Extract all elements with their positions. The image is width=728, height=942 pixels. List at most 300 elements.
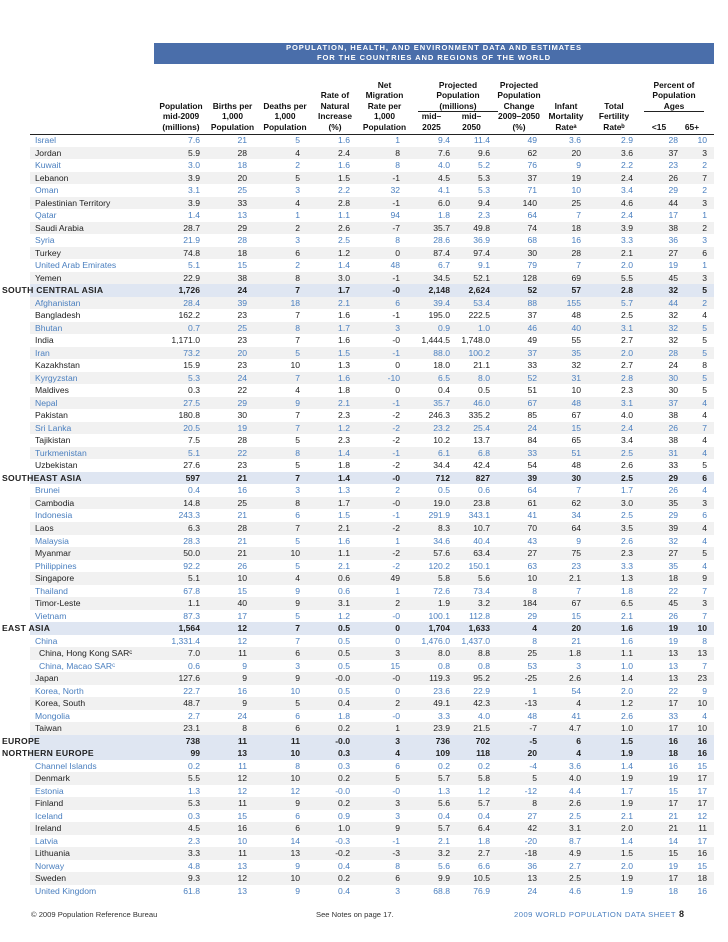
- cell-projected-change: -13: [524, 698, 537, 709]
- cell-natural-increase: 1.6: [338, 535, 350, 546]
- table-row: [30, 384, 714, 397]
- cell-natural-increase: 1.5: [338, 510, 350, 521]
- cell-over-65: 7: [702, 585, 707, 596]
- cell-natural-increase: 2.2: [338, 185, 350, 196]
- cell-infant-mortality: 30: [571, 472, 581, 483]
- cell-net-migration: 9: [395, 823, 400, 834]
- table-row: [30, 459, 714, 472]
- cell-deaths: 14: [290, 835, 300, 846]
- cell-total-fertility: 1.6: [621, 623, 633, 634]
- cell-under-15: 21: [668, 823, 678, 834]
- cell-under-15: 18: [668, 885, 678, 896]
- country-name: Turkey: [35, 247, 61, 258]
- cell-projected-change: 37: [527, 172, 537, 183]
- country-name: Tajikistan: [35, 435, 71, 446]
- cell-proj-2050: 0.5: [478, 385, 490, 396]
- cell-total-fertility: 3.4: [621, 185, 633, 196]
- country-name: Sri Lanka: [35, 422, 72, 433]
- cell-net-migration: 3: [395, 735, 400, 746]
- cell-deaths: 7: [295, 623, 300, 634]
- cell-total-fertility: 2.5: [621, 447, 633, 458]
- cell-births: 40: [237, 598, 247, 609]
- cell-net-migration: -2: [392, 435, 400, 446]
- cell-population: 3.0: [188, 160, 200, 171]
- cell-projected-change: 24: [527, 885, 537, 896]
- header-infant-mortality: Infant Mortality Rateᵃ: [548, 100, 584, 132]
- cell-births: 13: [237, 860, 247, 871]
- cell-proj-2025: 1.8: [438, 210, 450, 221]
- cell-infant-mortality: 155: [566, 297, 581, 308]
- cell-over-65: 3: [702, 197, 707, 208]
- cell-projected-change: 43: [527, 535, 537, 546]
- cell-natural-increase: 0.5: [338, 648, 350, 659]
- cell-population: 1,171.0: [171, 335, 200, 346]
- cell-natural-increase: 1.7: [338, 322, 350, 333]
- cell-proj-2050: 22.9: [473, 685, 490, 696]
- cell-proj-2050: 5.7: [478, 798, 490, 809]
- cell-proj-2025: 6.5: [438, 372, 450, 383]
- cell-over-65: 23: [697, 673, 707, 684]
- cell-proj-2025: 5.8: [438, 573, 450, 584]
- cell-proj-2025: 8.3: [438, 522, 450, 533]
- cell-population: 127.6: [178, 673, 200, 684]
- cell-net-migration: 1: [395, 535, 400, 546]
- cell-population: 73.2: [183, 347, 200, 358]
- cell-infant-mortality: 16: [571, 235, 581, 246]
- cell-over-65: 4: [702, 447, 707, 458]
- table-row: [30, 334, 714, 347]
- cell-over-65: 5: [702, 335, 707, 346]
- cell-proj-2025: 4.1: [438, 185, 450, 196]
- cell-proj-2025: 88.0: [433, 347, 450, 358]
- cell-proj-2025: 34.5: [433, 272, 450, 283]
- cell-under-15: 16: [668, 735, 678, 746]
- cell-natural-increase: 0.2: [338, 723, 350, 734]
- cell-under-15: 17: [668, 698, 678, 709]
- country-name: Norway: [35, 860, 65, 871]
- cell-births: 11: [238, 760, 247, 771]
- cell-deaths: 4: [295, 147, 300, 158]
- cell-over-65: 5: [702, 385, 707, 396]
- footer-copyright: © 2009 Population Reference Bureau: [31, 910, 158, 919]
- cell-projected-change: 62: [527, 147, 537, 158]
- cell-net-migration: 6: [395, 760, 400, 771]
- cell-births: 24: [237, 372, 247, 383]
- cell-total-fertility: 2.0: [621, 685, 633, 696]
- cell-over-65: 6: [702, 247, 707, 258]
- cell-population: 1,564: [178, 623, 200, 634]
- cell-population: 0.4: [188, 485, 200, 496]
- cell-natural-increase: 1.3: [338, 360, 350, 371]
- country-name: Latvia: [35, 835, 58, 846]
- cell-deaths: 8: [295, 447, 300, 458]
- cell-deaths: 6: [295, 810, 300, 821]
- cell-natural-increase: 0.3: [338, 760, 350, 771]
- cell-under-15: 35: [668, 497, 678, 508]
- country-name: Estonia: [35, 785, 64, 796]
- cell-proj-2025: 68.8: [433, 885, 450, 896]
- cell-infant-mortality: 48: [571, 460, 581, 471]
- cell-under-15: 19: [668, 773, 678, 784]
- cell-under-15: 33: [668, 460, 678, 471]
- table-row: [30, 710, 714, 723]
- cell-total-fertility: 3.3: [621, 235, 633, 246]
- header-projected-population: Projected Population (millions): [418, 80, 498, 113]
- cell-net-migration: -2: [392, 548, 400, 559]
- cell-population: 99: [190, 748, 200, 759]
- cell-under-15: 21: [668, 810, 678, 821]
- cell-births: 16: [237, 485, 247, 496]
- cell-births: 22: [237, 447, 247, 458]
- cell-proj-2050: 21.5: [473, 723, 490, 734]
- cell-proj-2050: 11.4: [473, 135, 490, 145]
- country-name: China: [35, 635, 58, 646]
- cell-population: 5.1: [188, 447, 200, 458]
- cell-births: 10: [237, 835, 247, 846]
- cell-net-migration: 1: [395, 723, 400, 734]
- country-name: Sweden: [35, 873, 67, 884]
- table-row: [30, 585, 714, 598]
- cell-proj-2050: 100.2: [468, 347, 490, 358]
- cell-net-migration: -0: [392, 285, 400, 296]
- cell-births: 9: [242, 673, 247, 684]
- cell-proj-2025: 100.1: [428, 610, 450, 621]
- cell-over-65: 7: [702, 422, 707, 433]
- cell-total-fertility: 6.5: [621, 598, 633, 609]
- cell-natural-increase: 1.4: [338, 447, 350, 458]
- cell-projected-change: 27: [527, 810, 537, 821]
- cell-births: 12: [237, 785, 247, 796]
- cell-births: 25: [237, 185, 247, 196]
- cell-deaths: 8: [295, 497, 300, 508]
- cell-projected-change: 24: [527, 422, 537, 433]
- cell-proj-2025: 5.7: [438, 773, 450, 784]
- cell-under-15: 45: [668, 272, 678, 283]
- cell-net-migration: 0: [395, 247, 400, 258]
- cell-under-15: 19: [668, 635, 678, 646]
- table-row: [30, 134, 714, 147]
- cell-population: 5.1: [188, 573, 200, 584]
- cell-infant-mortality: 64: [571, 522, 581, 533]
- cell-deaths: 12: [290, 785, 300, 796]
- cell-over-65: 13: [697, 648, 707, 659]
- cell-infant-mortality: 34: [571, 510, 581, 521]
- cell-population: 5.3: [188, 798, 200, 809]
- table-row: [30, 835, 714, 848]
- header-total-fertility: Total Fertility Rateᵇ: [598, 100, 630, 132]
- region-name: EUROPE: [2, 735, 41, 746]
- cell-deaths: 5: [295, 435, 300, 446]
- cell-population: 9.3: [188, 873, 200, 884]
- cell-infant-mortality: 19: [571, 172, 581, 183]
- cell-natural-increase: 2.1: [338, 560, 350, 571]
- cell-deaths: 5: [295, 610, 300, 621]
- cell-population: 6.3: [188, 522, 200, 533]
- cell-infant-mortality: 51: [571, 447, 581, 458]
- table-row: [30, 635, 714, 648]
- cell-total-fertility: 1.8: [621, 585, 633, 596]
- cell-net-migration: 0: [395, 385, 400, 396]
- cell-proj-2050: 9.4: [478, 197, 490, 208]
- cell-births: 13: [237, 885, 247, 896]
- table-row: [30, 147, 714, 160]
- cell-proj-2050: 73.4: [473, 585, 490, 596]
- cell-population: 22.9: [183, 272, 200, 283]
- header-proj-2025: mid– 2025: [421, 111, 442, 132]
- cell-infant-mortality: 4.6: [569, 885, 581, 896]
- cell-births: 9: [242, 660, 247, 671]
- table-row: [30, 272, 714, 285]
- cell-births: 23: [237, 460, 247, 471]
- table-row: [30, 772, 714, 785]
- cell-population: 243.3: [178, 510, 200, 521]
- cell-natural-increase: 2.3: [338, 410, 350, 421]
- cell-births: 21: [237, 472, 247, 483]
- cell-births: 13: [237, 748, 247, 759]
- cell-births: 30: [237, 410, 247, 421]
- cell-net-migration: 8: [395, 235, 400, 246]
- cell-under-15: 13: [668, 673, 678, 684]
- cell-total-fertility: 2.3: [621, 548, 633, 559]
- cell-under-15: 38: [668, 222, 678, 233]
- cell-proj-2025: 246.3: [428, 410, 450, 421]
- table-row: [30, 722, 714, 735]
- cell-proj-2025: 1,476.0: [421, 635, 450, 646]
- cell-natural-increase: 1.6: [338, 160, 350, 171]
- cell-proj-2050: 10.7: [473, 522, 490, 533]
- cell-population: 74.8: [183, 247, 200, 258]
- cell-total-fertility: 1.7: [621, 785, 633, 796]
- cell-total-fertility: 2.8: [621, 372, 633, 383]
- cell-births: 28: [237, 522, 247, 533]
- cell-proj-2050: 46.0: [473, 397, 490, 408]
- cell-infant-mortality: 4.0: [569, 773, 581, 784]
- cell-net-migration: 48: [390, 260, 400, 271]
- cell-deaths: 9: [295, 673, 300, 684]
- cell-births: 29: [237, 222, 247, 233]
- cell-total-fertility: 3.6: [621, 147, 633, 158]
- cell-net-migration: 94: [390, 210, 400, 221]
- cell-total-fertility: 1.9: [621, 873, 633, 884]
- cell-births: 12: [237, 635, 247, 646]
- cell-under-15: 18: [668, 573, 678, 584]
- cell-proj-2025: 8.0: [438, 648, 450, 659]
- cell-total-fertility: 2.5: [621, 310, 633, 321]
- title-line-2: FOR THE COUNTRIES AND REGIONS OF THE WORLD: [316, 53, 552, 62]
- cell-natural-increase: 1.2: [338, 422, 350, 433]
- table-row: [30, 547, 714, 560]
- table-row: [30, 434, 714, 447]
- cell-net-migration: -1: [392, 447, 400, 458]
- cell-deaths: 8: [295, 322, 300, 333]
- cell-proj-2050: 9.6: [478, 147, 490, 158]
- cell-proj-2025: 9.4: [438, 135, 450, 145]
- cell-total-fertility: 2.4: [621, 172, 633, 183]
- cell-under-15: 19: [668, 260, 678, 271]
- header-natural-increase: Rate of Natural Increase (%): [318, 90, 352, 132]
- cell-over-65: 2: [702, 185, 707, 196]
- cell-deaths: 3: [295, 235, 300, 246]
- country-name: Iran: [35, 347, 50, 358]
- cell-deaths: 6: [295, 823, 300, 834]
- cell-over-65: 4: [702, 397, 707, 408]
- table-row: [30, 610, 714, 623]
- country-name: Brunei: [35, 485, 60, 496]
- cell-population: 22.7: [183, 685, 200, 696]
- table-row: [30, 535, 714, 548]
- cell-infant-mortality: 9: [576, 535, 581, 546]
- cell-proj-2050: 2.3: [478, 210, 490, 221]
- cell-over-65: 4: [702, 435, 707, 446]
- header-percent-ages: Percent of Population Ages: [644, 80, 704, 113]
- cell-natural-increase: -0.3: [335, 835, 350, 846]
- cell-projected-change: 5: [532, 773, 537, 784]
- cell-total-fertility: 2.7: [621, 335, 633, 346]
- cell-natural-increase: 1.1: [338, 210, 350, 221]
- cell-deaths: 3: [295, 485, 300, 496]
- cell-proj-2050: 5.3: [478, 185, 490, 196]
- cell-proj-2025: 0.8: [438, 660, 450, 671]
- cell-proj-2050: 8.0: [478, 372, 490, 383]
- country-name: Vietnam: [35, 610, 67, 621]
- cell-total-fertility: 1.5: [621, 735, 633, 746]
- cell-population: 180.8: [178, 410, 200, 421]
- cell-over-65: 3: [702, 598, 707, 609]
- cell-deaths: 4: [295, 385, 300, 396]
- cell-under-15: 14: [668, 835, 678, 846]
- cell-infant-mortality: 28: [571, 247, 581, 258]
- cell-projected-change: 8: [532, 798, 537, 809]
- cell-projected-change: 68: [527, 235, 537, 246]
- cell-population: 27.6: [183, 460, 200, 471]
- cell-births: 33: [237, 197, 247, 208]
- cell-natural-increase: 1.4: [338, 472, 350, 483]
- cell-net-migration: -0: [392, 497, 400, 508]
- cell-deaths: 11: [290, 735, 300, 746]
- cell-population: 0.3: [188, 385, 200, 396]
- cell-net-migration: 32: [390, 185, 400, 196]
- cell-total-fertility: 1.7: [621, 485, 633, 496]
- country-name: Mongolia: [35, 710, 70, 721]
- cell-proj-2025: 87.4: [433, 247, 450, 258]
- cell-proj-2025: 1.9: [438, 598, 450, 609]
- cell-over-65: 15: [697, 860, 707, 871]
- cell-population: 0.7: [188, 322, 200, 333]
- cell-proj-2025: 6.1: [438, 447, 450, 458]
- cell-population: 597: [185, 472, 200, 483]
- cell-over-65: 5: [702, 460, 707, 471]
- cell-over-65: 10: [697, 623, 707, 634]
- cell-deaths: 7: [295, 310, 300, 321]
- cell-births: 16: [237, 685, 247, 696]
- cell-net-migration: 1: [395, 135, 400, 145]
- cell-proj-2050: 10.5: [473, 873, 490, 884]
- cell-proj-2050: 97.4: [473, 247, 490, 258]
- country-name: Cambodia: [35, 497, 75, 508]
- cell-projected-change: 8: [532, 585, 537, 596]
- cell-total-fertility: 2.5: [621, 510, 633, 521]
- cell-proj-2050: 1,633: [468, 623, 490, 634]
- cell-deaths: 2: [295, 222, 300, 233]
- table-row: [30, 484, 714, 497]
- table-row: [30, 522, 714, 535]
- cell-infant-mortality: 9: [576, 160, 581, 171]
- cell-proj-2025: 23.9: [433, 723, 450, 734]
- cell-deaths: 5: [295, 560, 300, 571]
- table-row: [30, 672, 714, 685]
- cell-births: 21: [237, 548, 247, 559]
- cell-births: 38: [237, 272, 247, 283]
- cell-proj-2025: 4.0: [438, 160, 450, 171]
- cell-proj-2025: 6.0: [438, 197, 450, 208]
- cell-under-15: 15: [668, 848, 678, 859]
- cell-births: 15: [237, 585, 247, 596]
- table-row: [30, 309, 714, 322]
- cell-proj-2050: 0.2: [478, 760, 490, 771]
- cell-net-migration: 0: [395, 623, 400, 634]
- cell-births: 28: [237, 147, 247, 158]
- cell-net-migration: -0: [392, 335, 400, 346]
- cell-natural-increase: 0.6: [338, 585, 350, 596]
- cell-infant-mortality: 48: [571, 397, 581, 408]
- cell-deaths: 10: [290, 873, 300, 884]
- country-name: Singapore: [35, 573, 75, 584]
- cell-total-fertility: 2.8: [621, 285, 633, 296]
- cell-net-migration: -1: [392, 272, 400, 283]
- cell-net-migration: 8: [395, 147, 400, 158]
- cell-births: 12: [237, 623, 247, 634]
- cell-over-65: 18: [697, 873, 707, 884]
- country-name: Kuwait: [35, 160, 61, 171]
- cell-proj-2025: 9.9: [438, 873, 450, 884]
- cell-net-migration: 0: [395, 635, 400, 646]
- cell-proj-2050: 1.8: [478, 835, 490, 846]
- cell-total-fertility: 2.3: [621, 385, 633, 396]
- table-row: [30, 697, 714, 710]
- cell-projected-change: 36: [527, 860, 537, 871]
- cell-net-migration: 0: [395, 685, 400, 696]
- cell-proj-2025: 57.6: [433, 548, 450, 559]
- cell-population: 7.6: [188, 135, 200, 145]
- cell-proj-2050: 1.2: [478, 785, 490, 796]
- cell-proj-2025: 0.9: [438, 322, 450, 333]
- cell-total-fertility: 3.4: [621, 435, 633, 446]
- cell-population: 28.3: [183, 535, 200, 546]
- table-row: [30, 259, 714, 272]
- cell-proj-2050: 118: [476, 748, 490, 759]
- cell-infant-mortality: 20: [571, 623, 581, 634]
- cell-deaths: 5: [295, 698, 300, 709]
- cell-over-65: 9: [702, 685, 707, 696]
- cell-projected-change: 10: [527, 573, 537, 584]
- table-row: [30, 822, 714, 835]
- table-row: [30, 647, 714, 660]
- cell-population: 738: [185, 735, 200, 746]
- country-name: Taiwan: [35, 723, 62, 734]
- cell-infant-mortality: 8.7: [569, 835, 581, 846]
- cell-total-fertility: 2.2: [621, 160, 633, 171]
- cell-deaths: 7: [295, 335, 300, 346]
- cell-projected-change: 128: [522, 272, 537, 283]
- cell-natural-increase: 0.5: [338, 660, 350, 671]
- region-row: [2, 735, 714, 748]
- cell-net-migration: -1: [392, 197, 400, 208]
- cell-births: 24: [237, 285, 247, 296]
- cell-over-65: 2: [702, 160, 707, 171]
- cell-infant-mortality: 4.4: [569, 785, 581, 796]
- cell-total-fertility: 2.1: [621, 810, 633, 821]
- cell-total-fertility: 1.2: [621, 698, 633, 709]
